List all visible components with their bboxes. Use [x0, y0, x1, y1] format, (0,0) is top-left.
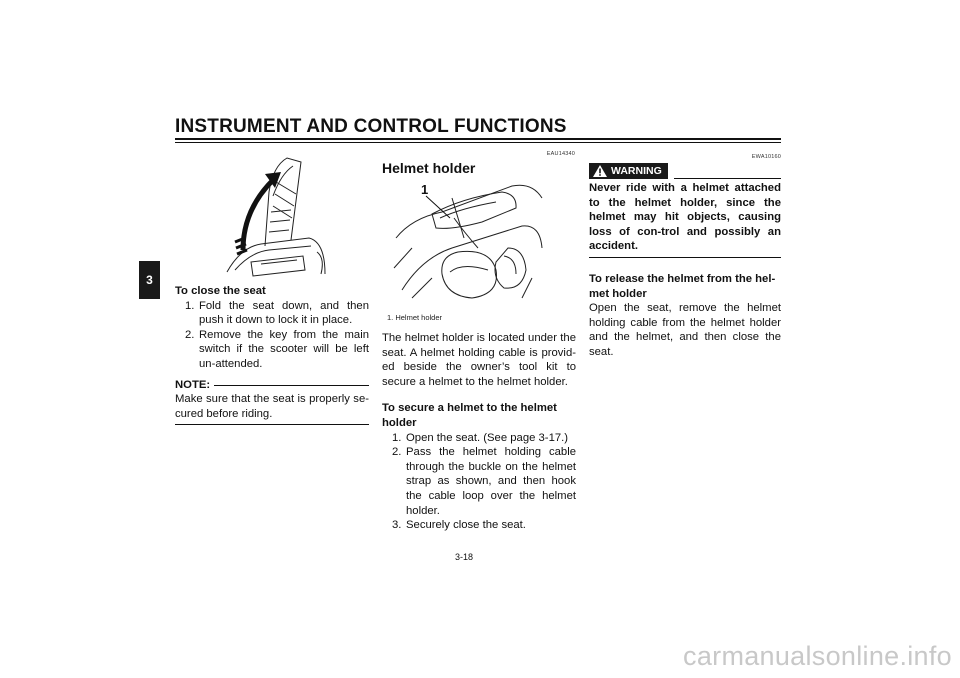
warning-badge: [589, 163, 668, 179]
warning-end-rule: [589, 257, 781, 258]
section-code: EAU14340: [546, 151, 575, 157]
note-label-text: NOTE:: [175, 378, 211, 391]
step-item: [382, 431, 576, 446]
step-text: Pass the helmet holding cable through the buckle on the helmet strap as shown, and then hook the cable loop over the helmet holder.: [406, 446, 576, 517]
page-number: 3-18: [455, 552, 474, 562]
release-helmet-text: Open the seat, remove the helmet holding cable from the helmet holder and the helmet, and then close the seat.: [589, 302, 781, 358]
step-number: 2.: [185, 328, 195, 341]
figure-callout-1: 1: [421, 182, 429, 197]
release-helmet-heading: To release the helmet from the hel-met holder: [589, 272, 776, 300]
secure-helmet-heading: To secure a helmet to the helmet holder: [382, 402, 557, 429]
warning-text: Never ride with a helmet attached to the helmet holder, since the helmet may hit objects, causing loss of con-trol and possibly an accident.: [589, 182, 781, 253]
step-text: Open the seat. (See page 3-17.): [406, 431, 569, 444]
header-rule: [175, 138, 781, 140]
step-item: [382, 445, 576, 518]
watermark: carmanualsonline.info: [683, 641, 952, 671]
header-rule-thin: [175, 142, 781, 143]
note-label: [175, 378, 369, 393]
warning-code: EWA10160: [751, 154, 781, 160]
warning-label: WARNING: [611, 165, 662, 177]
step-text: Fold the seat down, and then push it down to lock it in place.: [199, 299, 369, 327]
step-number: 1.: [392, 431, 402, 444]
note-end-rule: [175, 424, 369, 425]
note-text: Make sure that the seat is properly se-cured before riding.: [175, 393, 369, 420]
warning-triangle-icon: [593, 165, 607, 177]
seat-closing-illustration: [221, 152, 329, 280]
helmet-holder-illustration: [392, 178, 544, 302]
step-text: Remove the key from the main switch if the scooter will be left un-attended.: [199, 328, 369, 370]
section-title: Helmet holder: [382, 160, 476, 176]
step-item: [175, 328, 369, 372]
chapter-tab-label: 3: [146, 273, 153, 287]
warning-header-rule: [674, 178, 781, 179]
figure-caption: 1. Helmet holder: [387, 313, 443, 322]
step-number: 2.: [392, 446, 402, 459]
warning-header: [589, 163, 781, 179]
close-seat-steps: [175, 299, 369, 372]
left-column: [175, 284, 369, 425]
close-seat-heading: To close the seat: [175, 285, 266, 297]
step-item: [175, 299, 369, 328]
step-text: Securely close the seat.: [406, 519, 526, 532]
note-rule: [214, 385, 369, 386]
right-column: [589, 181, 781, 360]
middle-column: [382, 331, 576, 533]
step-number: 3.: [392, 519, 402, 532]
chapter-tab: [139, 261, 160, 299]
secure-helmet-steps: [382, 431, 576, 533]
page-title: INSTRUMENT AND CONTROL FUNCTIONS: [175, 116, 567, 137]
step-number: 1.: [185, 299, 195, 312]
step-item: [382, 518, 576, 533]
helmet-holder-intro: The helmet holder is located under the seat. A helmet holding cable is provid-ed beside the owner’s tool kit to secure a helmet to the helmet holder.: [382, 332, 576, 388]
